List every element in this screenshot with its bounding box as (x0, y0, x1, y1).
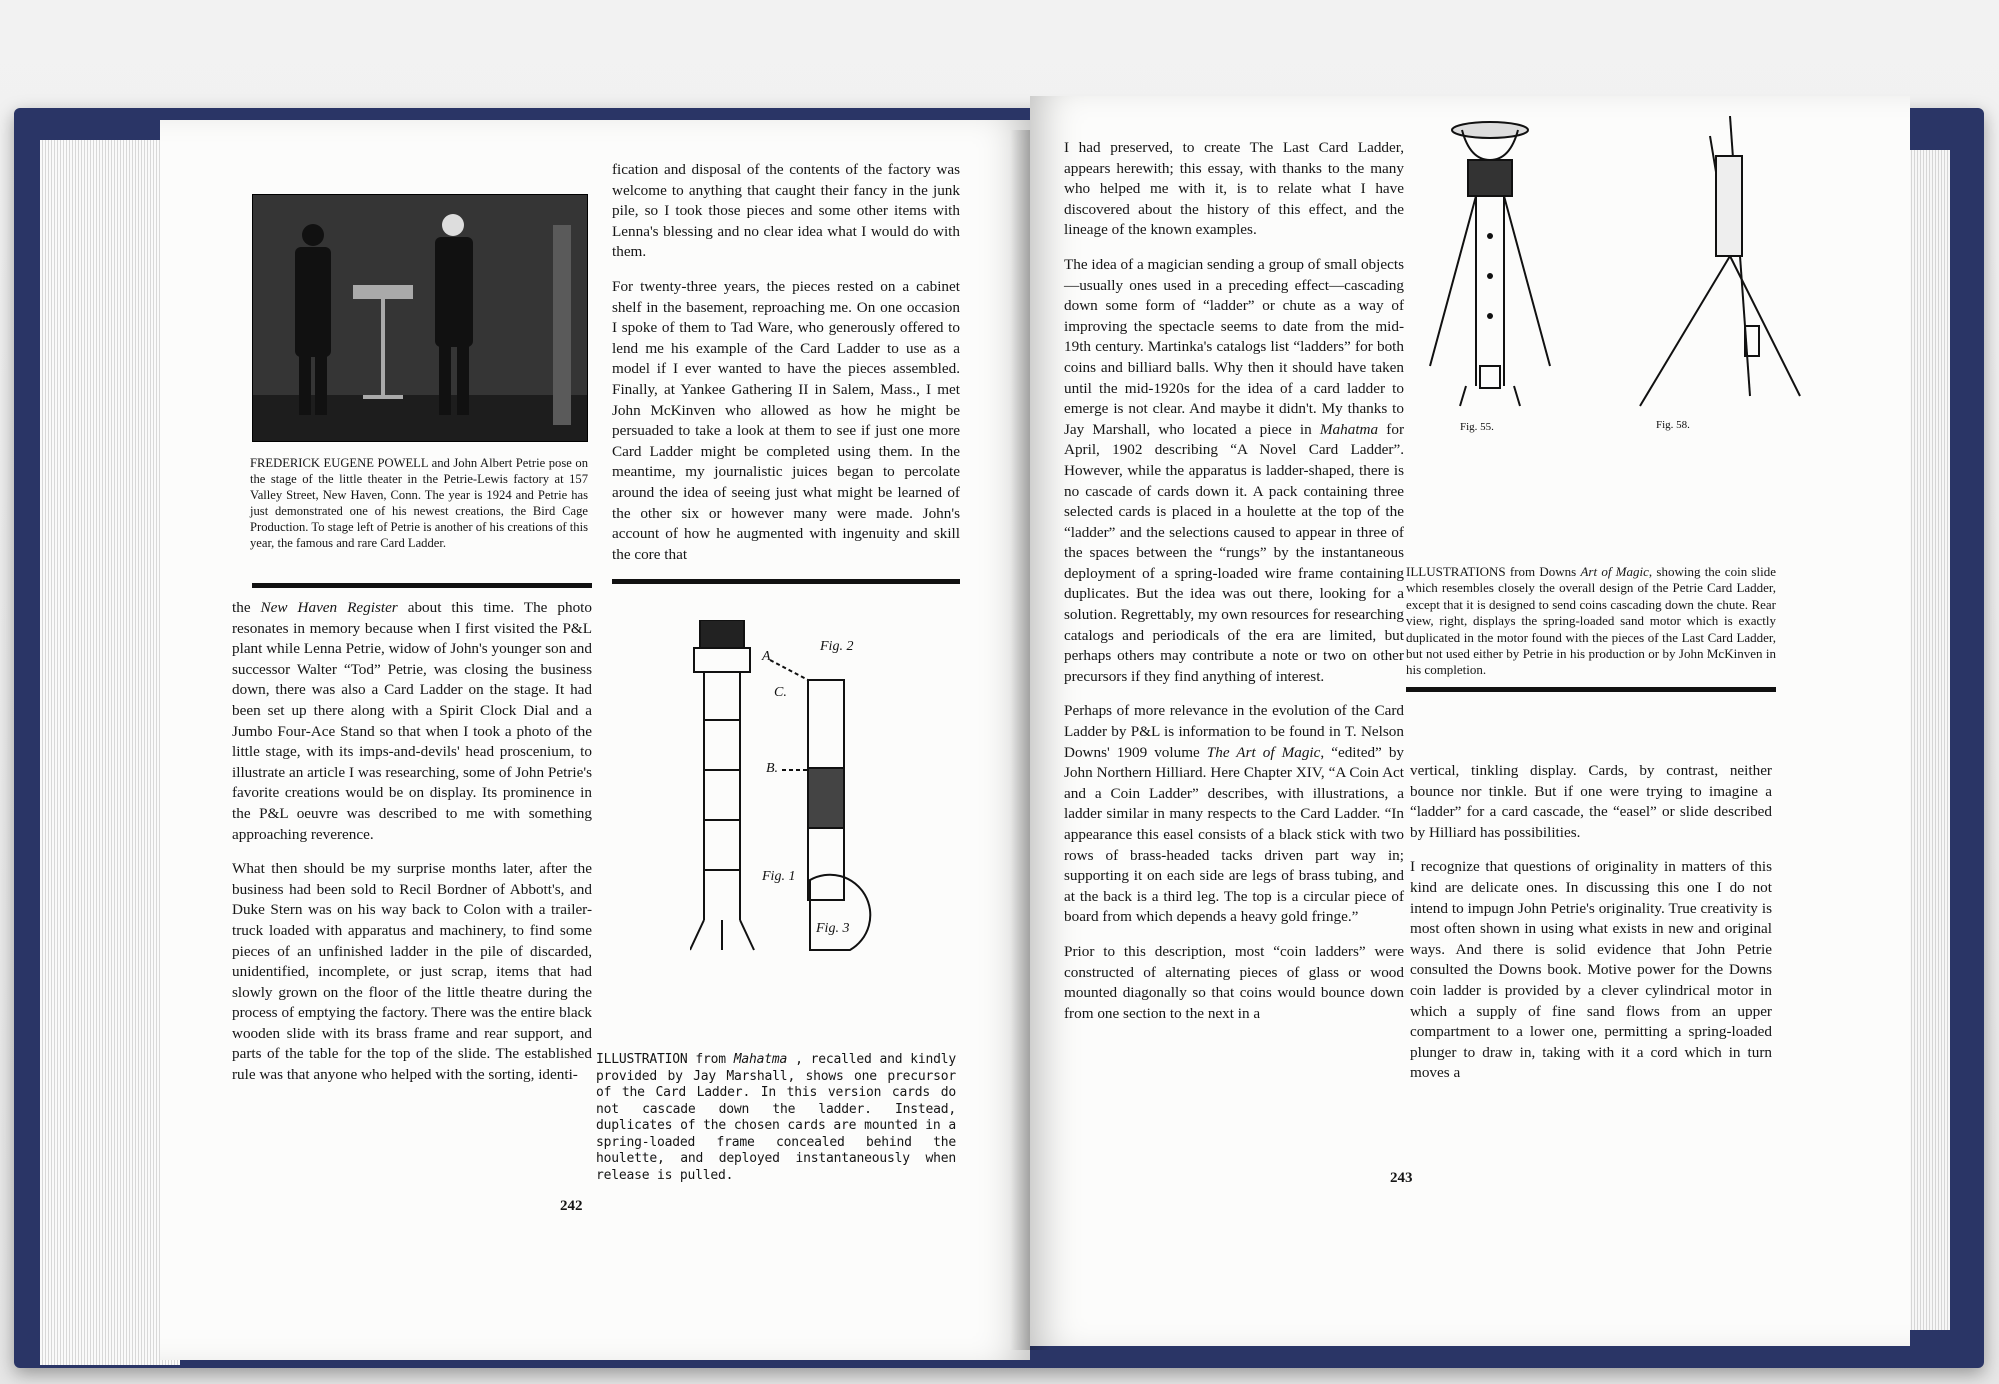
fig-label: Fig. 2 (820, 639, 854, 654)
ladder-drawing (690, 620, 880, 960)
paragraph: fication and disposal of the contents of the factory was welcome to anything that caught their fancy in the junk pile, so I took those pieces and some other items with Lenna's blessing and no clear idea what I would do with them. (612, 161, 960, 261)
photo-caption: FREDERICK EUGENE POWELL and John Albert Petrie pose on the stage of the little theater in the Petrie-Lewis factory at 157 Valley Street, New Haven, Conn. The year is 1924 and Petrie has just demonstrated one of his newest creations, the Bird Cage Production. To stage left of Petrie is another of his creations of this year, the famous and rare Card Ladder. (250, 456, 588, 550)
left-column-1 (232, 575, 592, 1100)
stage-photo (252, 194, 588, 442)
photo-illustration (253, 195, 587, 441)
fig-label: B. (766, 761, 779, 776)
column-rule (252, 583, 592, 588)
paragraph: I recognize that questions of originality in matters of this kind are delicate ones. In discussing this one I do not intend to impugn John Petrie's originality. True creativity is most often shown in using what exists in new and original ways. And there is solid evidence that John Petrie consulted the Downs book. Motive power for the Downs coin ladder is provided by a clever cylindrical motor in which a supply of fine sand flows from an upper compartment to a lower one, permitting a spring-loaded plunger to draw in, taking with it a cord which in turn moves a (1410, 858, 1772, 1082)
paragraph: For twenty-three years, the pieces rested on a cabinet shelf in the basement, reproaching me. On one occasion I spoke of them to Tad Ware, who generously offered to lend me his example of the Card Ladder to use as a model if I ever wanted to have the pieces assembled. Finally, at Yankee Gathering II in Salem, Mass., I met John McKinven who allowed as how he might be persuaded to take a look at them to see if just one more Card Ladder might be completed using them. In the meantime, my journalistic juices began to percolate around the idea of seeing just what might be learned of the other six or however many were made. John's account of how he augmented with ingenuity and skill the core that (612, 277, 960, 563)
fig-label: Fig. 1 (762, 869, 796, 884)
downs-figure (1410, 116, 1830, 436)
fig58-label: Fig. 58. (1656, 419, 1690, 431)
paragraph: Prior to this description, most “coin ladders” were constructed of alternating pieces of glass or wood mounted diagonally so that coins would bounce down from one section to the next in a (1064, 942, 1404, 1022)
paragraph: What then should be my surprise months later, after the business had been sold to Recil Bordner of Abbott's, and Duke Stern was on his way back to Colon with a trailer-truck loaded with apparatus and machinery, to find some pieces of an unfinished ladder in the pile of discarded, unidentified, incomplete, or just scrap, items that had slowly grown on the floor of the little theatre during the process of emptying the factory. There was the entire black wooden slide with its brass frame and rear support, and parts of the table for the top of the slide. The established rule was that anyone who helped with the sorting, identi- (232, 860, 592, 1084)
fig-label: C. (774, 685, 787, 700)
mahatma-caption: ILLUSTRATION from Mahatma , recalled and kindly provided by Jay Marshall, shows one precursor of the Card Ladder. In this version cards do not cascade down the ladder. Instead, duplicates of the chosen cards are mounted in a spring-loaded frame concealed behind the houlette, and deployed instantaneously when release is pulled. (596, 1052, 956, 1183)
page-edges-left (40, 140, 180, 1365)
right-page (1030, 96, 1910, 1346)
fig-label: A (762, 649, 771, 664)
right-column-1 (1064, 138, 1404, 1038)
paragraph: the New Haven Register about this time. The photo resonates in memory because when I first visited the P&L plant while Lenna Petrie, widow of John's younger son and successor Walter “Tod” Petrie, was closing the business down, there was also a Card Ladder on the stage. It had been set up there along with a Spirit Clock Dial and a Jumbo Four-Ace Stand so that when I took a photo of the little stage, with its imps-and-devils' head proscenium, to illustrate an article I was researching, some of John Petrie's favorite creations would be on display. Its prominence in the P&L oeuvre was described to me with something approaching reverence. (232, 599, 592, 843)
column-rule (1406, 687, 1776, 692)
fig55-label: Fig. 55. (1460, 421, 1494, 433)
paragraph: vertical, tinkling display. Cards, by contrast, neither bounce nor tinkle. But if one were trying to imagine a “ladder” for a card cascade, the “easel” or slide described by Hilliard has possibilities. (1410, 762, 1772, 841)
right-column-2 (1410, 761, 1772, 1098)
paragraph: I had preserved, to create The Last Card Ladder, appears herewith; this essay, with thanks to the many who helped me with it, is to relate what I have discovered about the history of this effect, and the lineage of the known examples. (1064, 139, 1404, 239)
column-rule (612, 579, 960, 584)
paragraph: Perhaps of more relevance in the evolution of the Card Ladder by P&L is information to be found in T. Nelson Downs' 1909 volume The Art of Magic, “edited” by John Northern Hilliard. Here Chapter XIV, “A Coin Act and a Coin Ladder” describes, with illustrations, a ladder similar in many respects to the Card Ladder. “In appearance this easel consists of a black stick with two rows of brass-headed tacks driven part way in; supporting it on each side are legs of brass tubing, and at the back is a third leg. The top is a circular piece of board from which depends a heavy gold fringe.” (1064, 702, 1405, 926)
fig-label: Fig. 3 (816, 921, 850, 936)
page-number-right: 243 (1390, 1170, 1413, 1186)
coin-slide-drawing (1410, 116, 1830, 436)
mahatma-figure (690, 620, 880, 960)
left-column-2 (612, 160, 960, 594)
downs-caption: ILLUSTRATIONS from Downs Art of Magic, showing the coin slide which resembles closely the overall design of the Petrie Card Ladder, except that it is designed to send coins cascading down the chute. Rear view, right, displays the spring-loaded sand motor which is exactly duplicated in the motor found with the pieces of the Last Card Ladder, but not used either by Petrie in his production or by John McKinven in his completion. (1406, 564, 1776, 702)
page-number-left: 242 (560, 1198, 583, 1214)
paragraph: The idea of a magician sending a group of small objects—usually ones used in a preceding effect—cascading down some form of “ladder” or chute as a way of improving the spectacle seems to date from the mid-19th century. Martinka's catalogs list “ladders” for both coins and billiard balls. Why then it should have taken until the mid-1920s for the idea of a card ladder to emerge is not clear. And maybe it didn't. My thanks to Jay Marshall, who located a piece in Mahatma for April, 1902 describing “A Novel Card Ladder”. However, while the apparatus is ladder-shaped, there is no cascade of cards down it. A pack containing three selected cards is placed in a houlette at the top of the “ladder” and the selections caused to appear in three of the spaces between the “rungs” by the instantaneous deployment of a spring-loaded wire frame containing duplicates. But the idea was out there, looking for a solution. Regrettably, my own resources for researching catalogs and periodicals of the era are limited, but perhaps others may contribute a note or two on other precursors if they find anything of interest. (1064, 255, 1404, 685)
left-page (160, 120, 1030, 1360)
